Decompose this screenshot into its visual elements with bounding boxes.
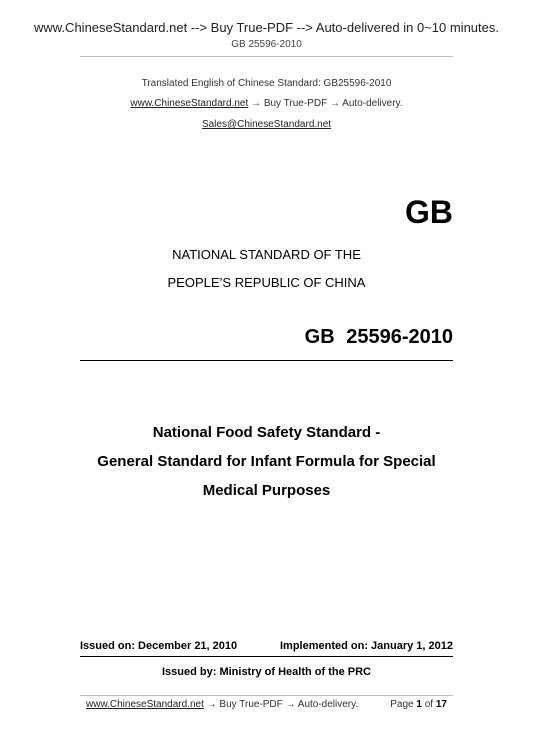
footer-site-link[interactable]: www.ChineseStandard.net: [86, 699, 204, 710]
header-doc-id: GB 25596-2010: [231, 39, 302, 50]
footer-site-line: [86, 699, 358, 710]
footer-site-text: → Buy True-PDF → Auto-delivery.: [203, 699, 359, 710]
document-title-line2: General Standard for Infant Formula for Special: [97, 453, 436, 470]
page-indicator: [390, 699, 447, 710]
implemented-on-date: Implemented on: January 1, 2012: [279, 640, 453, 652]
page-current: 1: [416, 699, 422, 710]
intro-site-link[interactable]: www.ChineseStandard.net: [130, 98, 249, 109]
issued-on-date: Issued on: December 21, 2010: [80, 640, 238, 652]
dates-divider: [80, 656, 453, 657]
standard-number: GB 25596-2010: [304, 326, 453, 348]
issuing-authority: Issued by: Ministry of Health of the PRC: [161, 666, 372, 678]
page-of: of: [421, 699, 436, 710]
document-title-line3: Medical Purposes: [202, 482, 331, 499]
page-label: Page: [390, 699, 417, 710]
translation-note: Translated English of Chinese Standard: GB25596-2010: [141, 78, 392, 89]
header-divider: [80, 56, 453, 57]
title-divider: [80, 360, 453, 361]
national-standard-line1: NATIONAL STANDARD OF THE: [172, 247, 361, 262]
sales-email-link[interactable]: Sales@ChineseStandard.net: [201, 119, 332, 130]
intro-site-text: → Buy True-PDF → Auto-delivery.: [248, 98, 403, 109]
document-title-line1: National Food Safety Standard -: [152, 424, 381, 441]
top-banner: www.ChineseStandard.net --> Buy True-PDF --> Auto-delivered in 0~10 minutes.: [34, 20, 499, 35]
national-standard-line2: PEOPLE’S REPUBLIC OF CHINA: [167, 275, 366, 290]
footer-divider: [80, 695, 453, 696]
gb-mark: GB: [405, 194, 453, 230]
intro-site-line: [0, 98, 533, 109]
email-line: [0, 119, 533, 130]
page-total: 17: [435, 699, 447, 710]
